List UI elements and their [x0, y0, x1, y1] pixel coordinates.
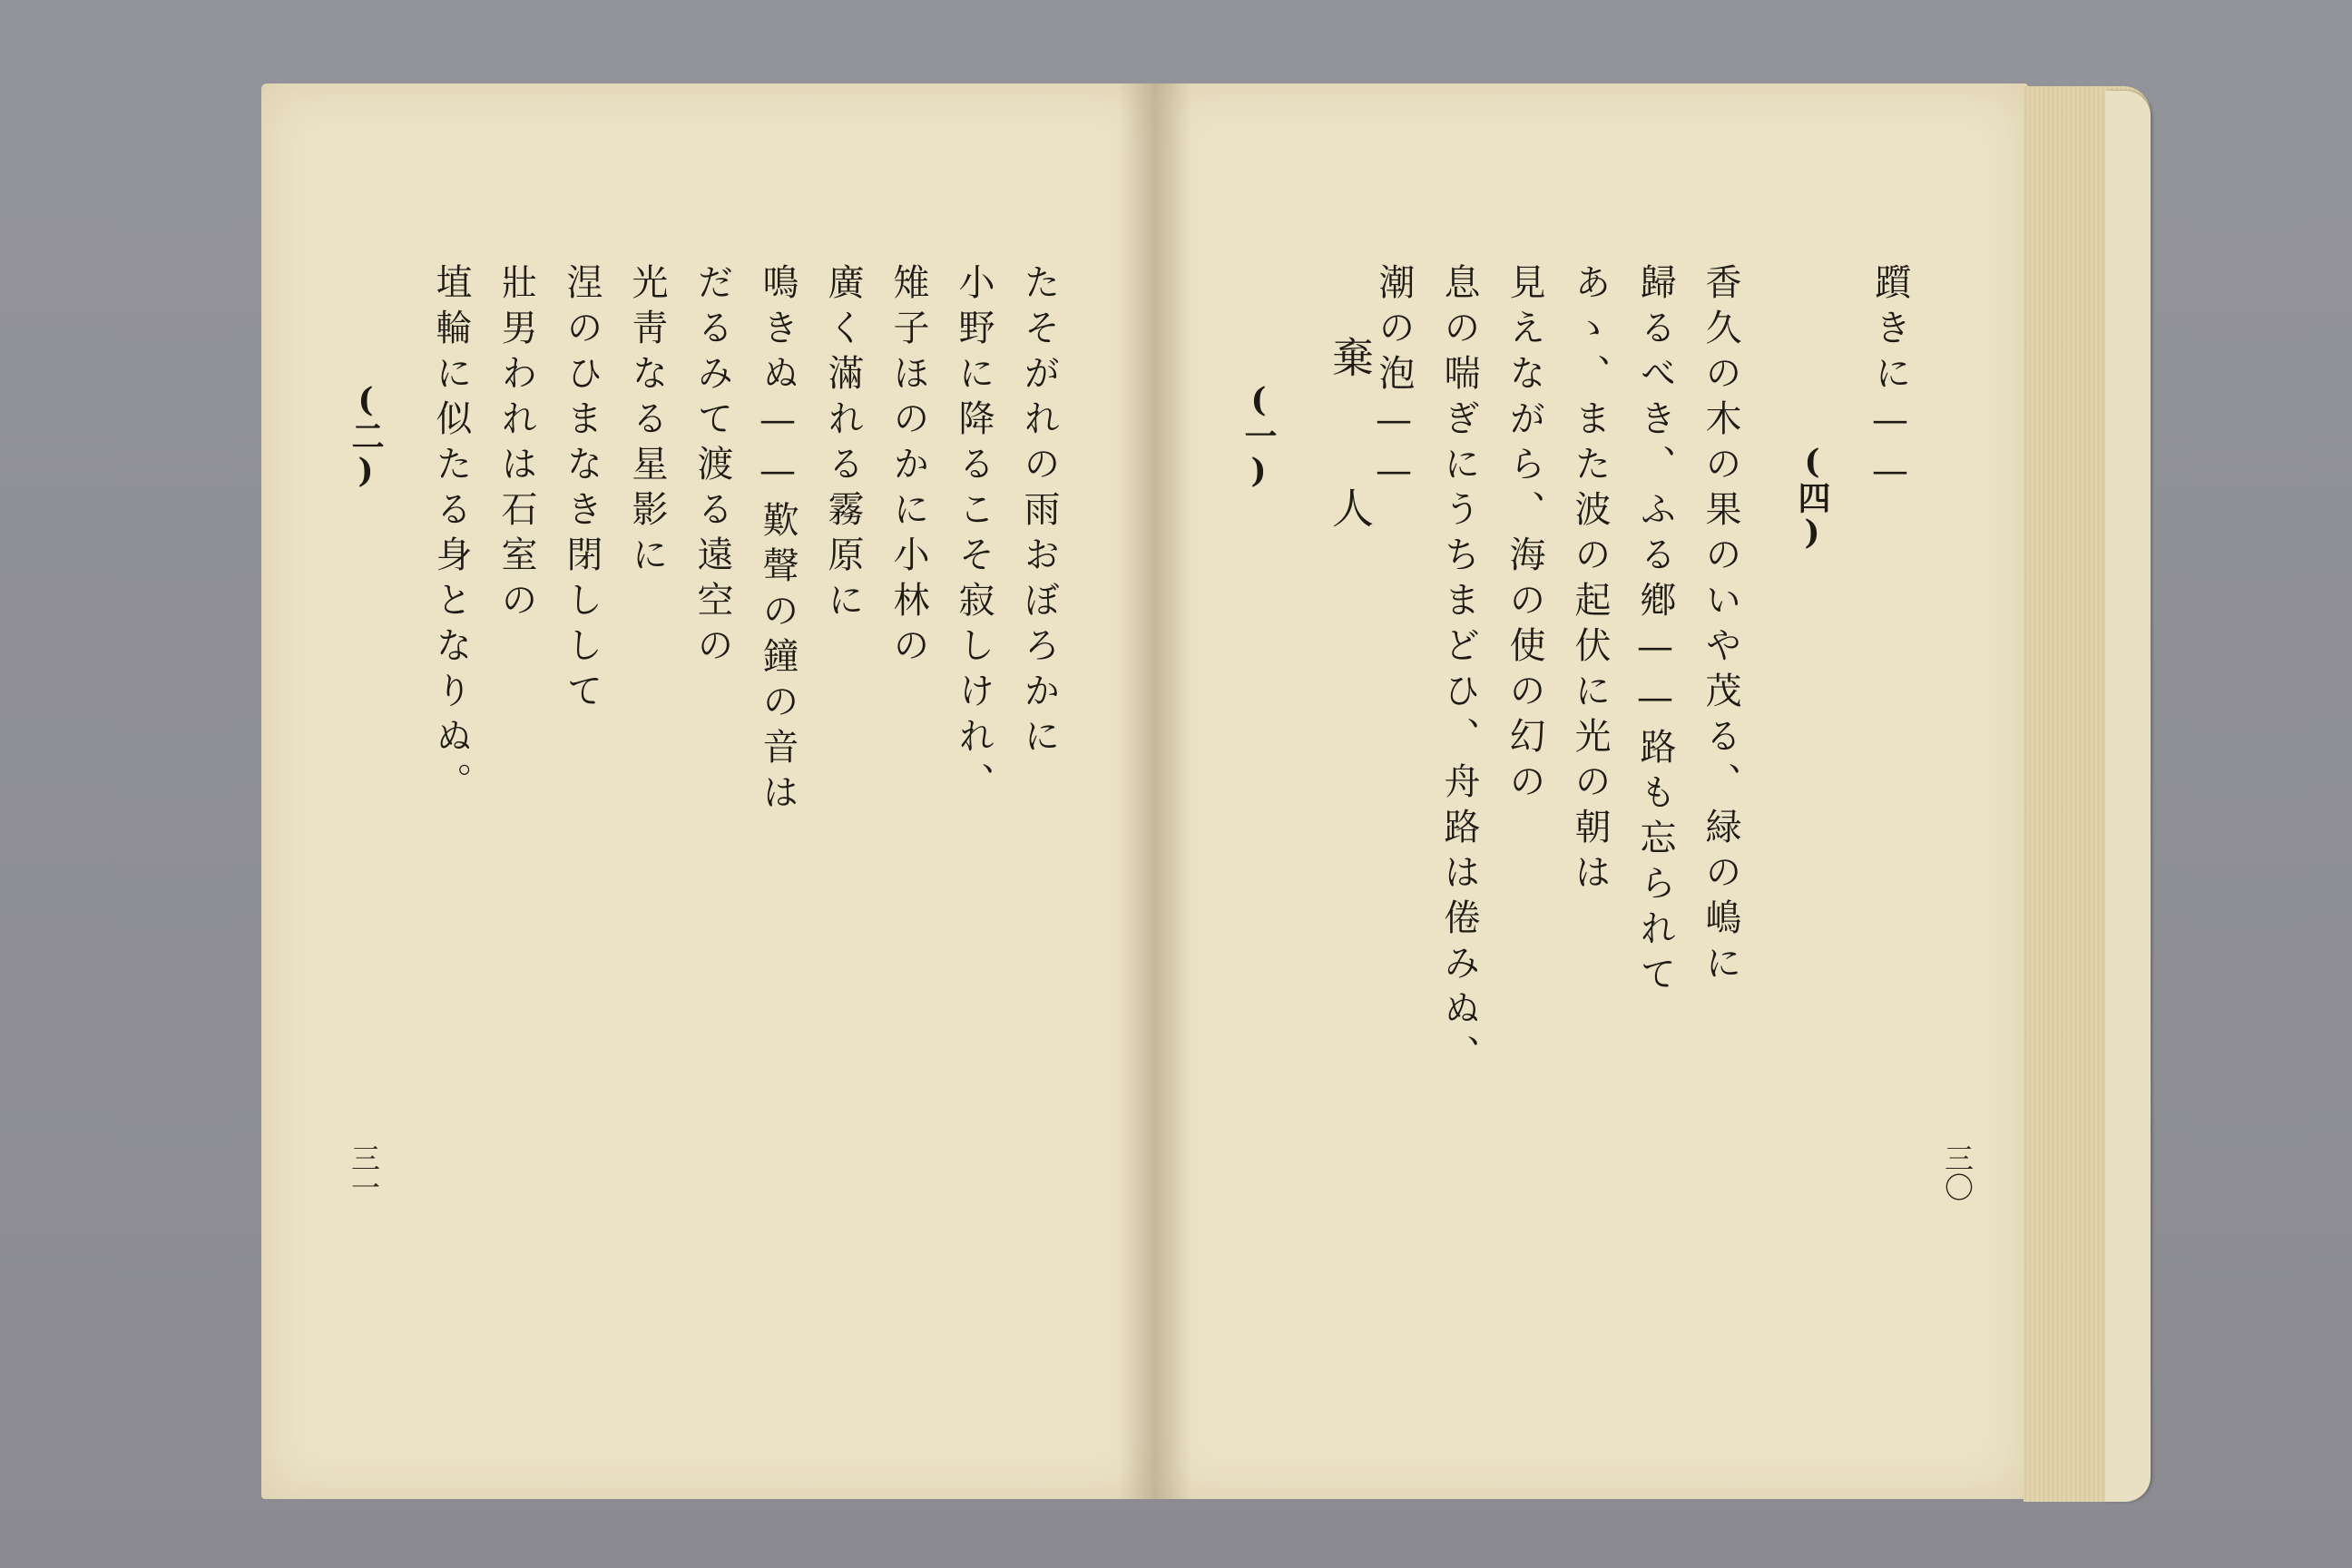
verse-line: 香久の木の果のいや茂る、緑の嶋に — [1700, 263, 1741, 989]
verse-line: たそがれの雨おぼろかに — [1018, 263, 1060, 762]
verse-line: 鳴きぬ——歎聲の鐘の音は — [757, 263, 799, 818]
page-number-left: 三一 — [347, 1143, 381, 1201]
book-gutter — [1119, 83, 1191, 1499]
verse-line: だるみて渡る遠空の — [691, 263, 733, 671]
verse-line: 光靑なる星影に — [626, 263, 668, 581]
verse-line: 廣く滿れる霧原に — [822, 263, 864, 626]
verse-line: 見えながら、海の使の幻の — [1504, 263, 1545, 808]
poem-title: 棄人 — [1326, 336, 1375, 637]
cover-edge — [2105, 91, 2151, 1502]
verse-line: 埴輪に似たる身となりぬ。 — [430, 263, 472, 808]
section-one-marker: (一) — [1240, 381, 1278, 490]
verse-line: 雉子ほのかに小林の — [887, 263, 929, 671]
verse-line: 潮の泡—— — [1373, 263, 1415, 501]
verse-line: 歸るべき、ふる鄕——路も忘られて — [1634, 263, 1676, 1000]
verse-line: 小野に降るこそ寂しけれ、 — [953, 263, 995, 808]
page-number-right: 三〇 — [1940, 1143, 1975, 1201]
section-four-marker: (四) — [1793, 443, 1831, 552]
continuation-line: 躓きに—— — [1869, 263, 1911, 501]
verse-line: 壯男われは石室の — [495, 263, 537, 626]
verse-line: 涅のひまなき閉しして — [561, 263, 603, 717]
verse-line: あゝ、また波の起伏に光の朝は — [1569, 263, 1611, 898]
verse-line: 息の喘ぎにうちまどひ、舟路は倦みぬ、 — [1438, 263, 1480, 1080]
section-two-marker: (二) — [347, 381, 385, 490]
